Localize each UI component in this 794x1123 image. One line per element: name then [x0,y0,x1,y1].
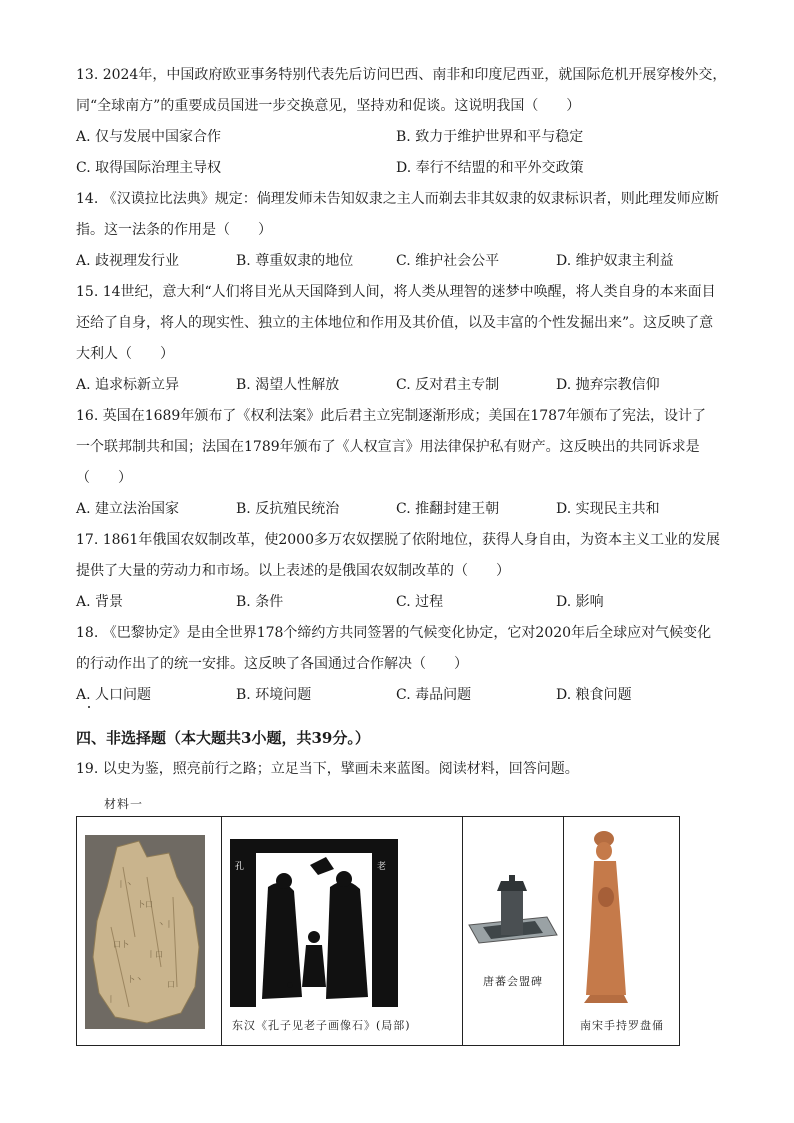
svg-text:卜丶: 卜丶 [127,975,143,984]
option-d[interactable]: D. 维护奴隶主利益 [556,253,674,269]
svg-text:孔: 孔 [235,862,245,872]
svg-text:口卜: 口卜 [113,940,129,949]
oracle-bone-cell [77,817,222,1045]
option-b[interactable]: B. 条件 [236,594,284,610]
options-row [76,153,716,184]
option-a[interactable]: A. 人口问题 [76,687,152,703]
question-18 [76,618,716,711]
question-16 [76,401,716,525]
svg-text:卜口: 卜口 [137,900,153,909]
question-15 [76,277,716,401]
svg-text:口: 口 [167,980,175,989]
option-a[interactable]: A. 追求标新立异 [76,377,180,393]
option-c[interactable]: C. 取得国际治理主导权 [76,160,222,176]
option-b[interactable]: B. 渴望人性解放 [236,377,340,393]
question-14 [76,184,719,277]
question-text: 指。这一法条的作用是（ ） [76,222,272,238]
option-b[interactable]: B. 尊重奴隶的地位 [236,253,354,269]
stray-dot [88,706,90,708]
option-d[interactable]: D. 影响 [556,594,604,610]
option-a[interactable]: A. 仅与发展中国家合作 [76,129,222,145]
option-a[interactable]: A. 建立法治国家 [76,501,180,517]
option-d[interactable]: D. 实现民主共和 [556,501,660,517]
figurine-image [564,817,680,1045]
section-heading: 四、非选择题（本大题共3小题，共39分。） [76,729,370,747]
figurine-cell [564,817,680,1045]
question-text: 一个联邦制共和国；法国在1789年颁布了《人权宣言》用法律保护私有财产。这反映出的共同诉求是 [76,439,700,455]
option-d[interactable]: D. 奉行不结盟的和平外交政策 [396,160,584,176]
stone-relief-cell [222,817,463,1045]
question-text: 大利人（ ） [76,346,174,362]
option-d[interactable]: D. 抛弃宗教信仰 [556,377,660,393]
option-a[interactable]: A. 歧视理发行业 [76,253,180,269]
question-text: 的行动作出了的统一安排。这反映了各国通过合作解决（ ） [76,656,468,672]
options-row [76,370,716,401]
question-text: 还给了自身，将人的现实性、独立的主体地位和作用及其价值，以及丰富的个性发掘出来”。这反映了意 [76,315,714,331]
svg-text:丨丶: 丨丶 [117,880,133,889]
stone-relief-caption: 东汉《孔子见老子画像石》(局部) [232,1019,411,1032]
question-text: 提供了大量的劳动力和市场。以上表述的是俄国农奴制改革的（ ） [76,563,510,579]
option-b[interactable]: B. 反抗殖民统治 [236,501,340,517]
oracle-bone-image [77,817,221,1045]
figurine-caption: 南宋手持罗盘俑 [580,1019,664,1032]
question-text: 同“全球南方”的重要成员国进一步交换意见，坚持劝和促谈。这说明我国（ ） [76,98,581,114]
svg-text:丶丨: 丶丨 [157,920,173,929]
svg-text:丨口: 丨口 [147,950,163,959]
question-text: 16. 英国在1689年颁布了《权利法案》此后君主立宪制逐渐形成；美国在1787年颁布了宪法，设计了 [76,408,706,424]
option-b[interactable]: B. 致力于维护世界和平与稳定 [396,129,584,145]
stele-caption: 唐蕃会盟碑 [483,975,543,988]
option-c[interactable]: C. 毒品问题 [396,687,472,703]
question-13 [76,60,727,184]
exam-page [76,60,727,815]
question-text: 18. 《巴黎协定》是由全世界178个缔约方共同签署的气候变化协定，它对2020年后全球应对气候变化 [76,625,712,641]
svg-text:老: 老 [377,862,387,872]
options-row [76,680,716,711]
options-row [76,494,716,525]
option-d[interactable]: D. 粮食问题 [556,687,632,703]
question-text: （ ） [76,470,132,486]
options-row [76,122,716,153]
stone-relief-image [222,817,462,1045]
option-a[interactable]: A. 背景 [76,594,124,610]
question-text: 14. 《汉谟拉比法典》规定：倘理发师未告知奴隶之主人而剃去非其奴隶的奴隶标识者，则此理发师应断 [76,191,719,207]
material-figure-table [76,816,680,1046]
option-c[interactable]: C. 过程 [396,594,444,610]
option-b[interactable]: B. 环境问题 [236,687,312,703]
option-c[interactable]: C. 反对君主专制 [396,377,500,393]
stele-cell [463,817,564,1045]
material-label: 材料一 [104,797,144,811]
options-row [76,587,716,618]
options-row [76,246,716,277]
svg-text:丨: 丨 [107,995,115,1004]
option-c[interactable]: C. 推翻封建王朝 [396,501,500,517]
question-text: 13. 2024年，中国政府欧亚事务特别代表先后访问巴西、南非和印度尼西亚，就国际危机开展穿梭外交， [76,67,727,83]
question-17 [76,525,720,618]
question-text: 15. 14世纪，意大利“人们将目光从天国降到人间，将人类从理智的迷梦中唤醒，将人类自身的本来面目 [76,284,716,300]
question-19-text: 19. 以史为鉴，照亮前行之路；立足当下，擘画未来蓝图。阅读材料，回答问题。 [76,761,579,777]
stele-image [463,817,563,1045]
option-c[interactable]: C. 维护社会公平 [396,253,500,269]
question-text: 17. 1861年俄国农奴制改革，使2000多万农奴摆脱了依附地位，获得人身自由，为资本主义工业的发展 [76,532,720,548]
